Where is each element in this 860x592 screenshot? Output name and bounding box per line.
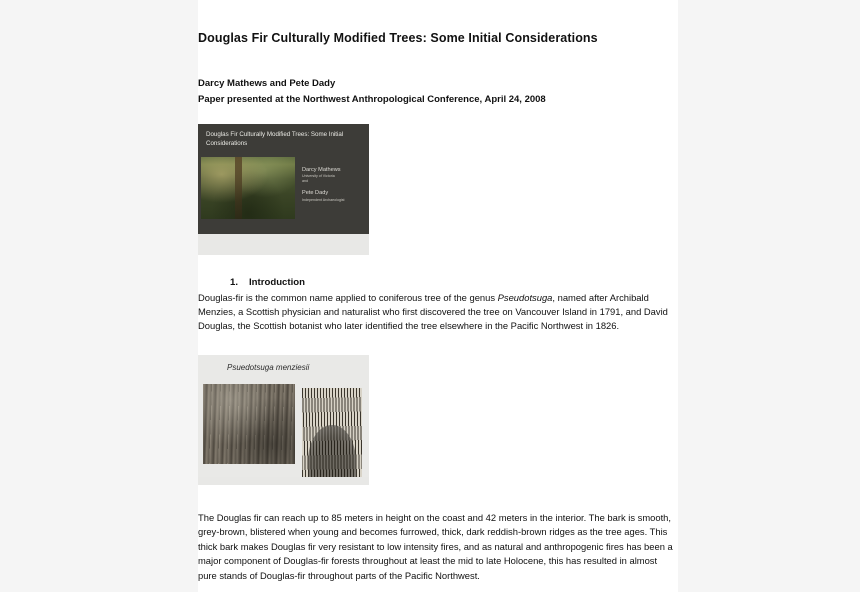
forest-landscape-photo <box>201 157 295 219</box>
document-page <box>198 0 678 592</box>
section-heading <box>230 277 678 288</box>
document-content <box>198 0 678 583</box>
historic-tree-arch-photo <box>302 388 362 477</box>
slide-1 <box>198 124 369 234</box>
closing-paragraph: The Douglas fir can reach up to 85 meters in height on the coast and 42 meters in the interior. The bark is smooth, grey-brown, blistered when young and becomes furrowed, thick, dark reddish-brown ridges as the tree ages. This thick bark makes Douglas fir very resistant to low intensity fires, and as natural and anthropogenic fires has been a major component of Douglas-fir forests throughout at least the mid to late Holocene, this has resulted in almost pure stands of Douglas-fir throughout parts of the Pacific Northwest. <box>198 511 673 581</box>
slide-1-author2-name: Pete Dady <box>302 190 329 197</box>
intro-paragraph-rest: , named after Archibald Menzies, a Scottish physician and naturalist who first discovered the tree on Vancouver Island in 1791, and David Douglas, the Scottish botanist who later identified the tree elsewhere in the Pacific Northwest in 1826. <box>198 291 668 332</box>
presented-line: Paper presented at the Northwest Anthropological Conference, April 24, 2008 <box>198 94 546 106</box>
slide-1-title: Douglas Fir Culturally Modified Trees: Some Initial Considerations <box>206 130 344 147</box>
genus-name: Pseudotsuga <box>497 291 553 303</box>
figure-title-slide <box>198 124 369 255</box>
figure-species-slide <box>198 355 369 485</box>
slide-1-author1-affiliation: University of Victoria <box>302 174 335 179</box>
slide-1-authors <box>302 167 366 203</box>
slide-1-author1-name: Darcy Mathews <box>302 166 341 173</box>
slide-2-title: Psuedotsuga menziesii <box>227 362 310 372</box>
slide-1-and: and <box>302 179 308 184</box>
page-title: Douglas Fir Culturally Modified Trees: Some Initial Considerations <box>198 31 598 45</box>
slide-1-author2-affiliation: Independent Archaeologist <box>302 197 345 202</box>
section-number: 1. <box>230 276 239 288</box>
intro-paragraph-lead: Douglas-fir is the common name applied to coniferous tree of the genus <box>198 291 498 303</box>
douglas-fir-bark-photo <box>203 384 295 464</box>
section-title: Introduction <box>249 276 305 288</box>
authors-line: Darcy Mathews and Pete Dady <box>198 78 336 90</box>
intro-paragraph <box>198 291 678 334</box>
slide-2 <box>198 355 369 477</box>
